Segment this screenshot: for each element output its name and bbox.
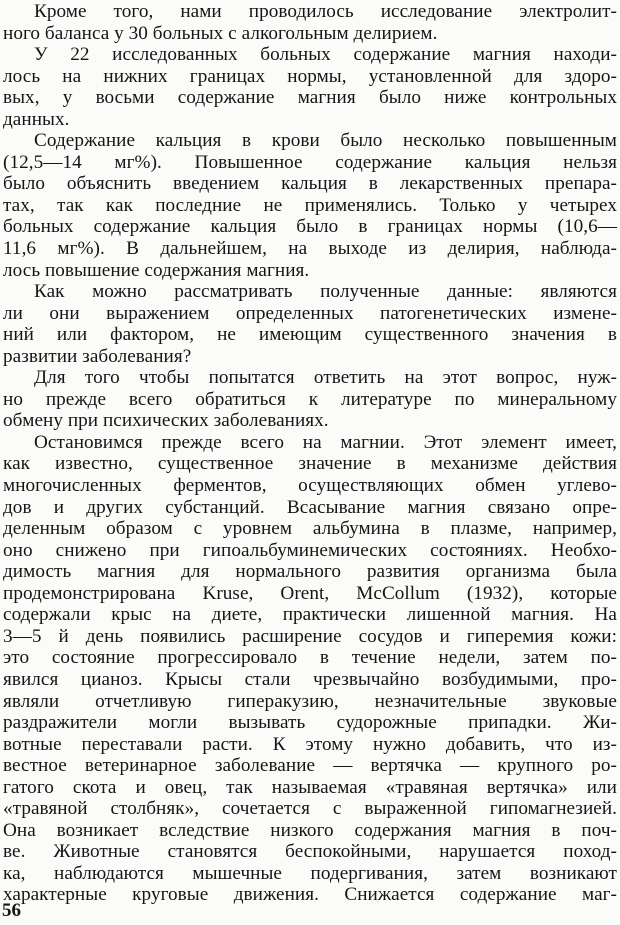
text-line: Остановимся прежде всего на магнии. Этот элемент имеет, [34,431,617,453]
text-line: «травяной столбняк», сочетается с выраженной гипомагнезией. [3,798,617,820]
text-line: больных содержание кальция было в границах нормы (10,6— [3,216,617,238]
text-line: было объяснить введением кальция в лекарственных препара- [3,173,617,195]
text-line: содержали крыс на диете, практически лишенной магния. На [3,604,617,626]
text-line: У 22 исследованных больных содержание магния находи- [34,44,617,66]
text-line: раздражители могли вызывать судорожные припадки. Жи- [3,712,617,734]
text-line: являли отчетливую гиперакузию, незначительные звуковые [3,690,617,712]
text-line: вых, у восьми содержание магния было ниже контрольных [3,87,617,109]
text-line: данных. [3,108,70,130]
text-line: димость магния для нормального развития организма была [3,561,617,583]
text-line: Кроме того, нами проводилось исследование электролит- [34,1,617,22]
text-line: вотные переставали расти. К этому нужно добавить, что из- [3,733,617,755]
text-line: ве. Животные становятся беспокойными, нарушается поход- [3,841,617,863]
text-line: ли они выражением определенных патогенетических измене- [3,302,617,324]
page-number: 56 [2,900,21,921]
text-line: вестное ветеринарное заболевание — вертячка — крупного ро- [3,755,617,777]
text-line: лось на нижних границах нормы, установленной для здоро- [3,65,617,87]
text-line: развитии заболевания? [3,345,192,367]
text-line: это состояние прогрессировало в течение недели, затем по- [3,647,617,669]
text-line: Содержание кальция в крови было несколько повышенным [34,130,617,152]
text-line: ного баланса у 30 больных с алкогольным делирием. [3,22,438,44]
text-line: Как можно рассматривать полученные данные: являются [34,281,617,303]
text-line: лось повышение содержания магния. [3,259,310,281]
text-line: Для того чтобы попытатся ответить на этот вопрос, нуж- [34,367,617,389]
text-line: характерные круговые движения. Снижается содержание маг- [3,884,617,906]
text-line: Она возникает вследствие низкого содержания магния в поч- [3,819,617,841]
body-text [3,1,617,906]
text-line: деленным образом с уровнем альбумина в плазме, например, [3,518,617,540]
text-line: 11,6 мг%). В дальнейшем, на выходе из делирия, наблюда- [3,238,617,260]
text-line: обмену при психических заболеваниях. [3,410,329,432]
text-line: (12,5—14 мг%). Повышенное содержание кальция нельзя [3,151,617,173]
text-line: явился цианоз. Крысы стали чрезвычайно возбудимыми, про- [3,668,617,690]
text-line: дов и других субстанций. Всасывание магния связано опре- [3,496,617,518]
text-line: оно снижено при гипоальбуминемических состояниях. Необхо- [3,539,617,561]
text-line: многочисленных ферментов, осуществляющих обмен углево- [3,475,617,497]
text-line: ка, наблюдаются мышечные подергивания, затем возникают [3,862,617,884]
text-line: но прежде всего обратиться к литературе по минеральному [3,388,617,410]
text-line: тах, так как последние не применялись. Только у четырех [3,194,617,216]
text-line: ний или фактором, не имеющим существенного значения в [3,324,617,346]
text-line: 3—5 й день появились расширение сосудов и гиперемия кожи: [3,625,617,647]
text-line: как известно, существенное значение в механизме действия [3,453,617,475]
text-line: гатого скота и овец, так называемая «травяная вертячка» или [3,776,617,798]
text-line: продемонстрирована Kruse, Orent, McCollum (1932), которые [3,582,617,604]
